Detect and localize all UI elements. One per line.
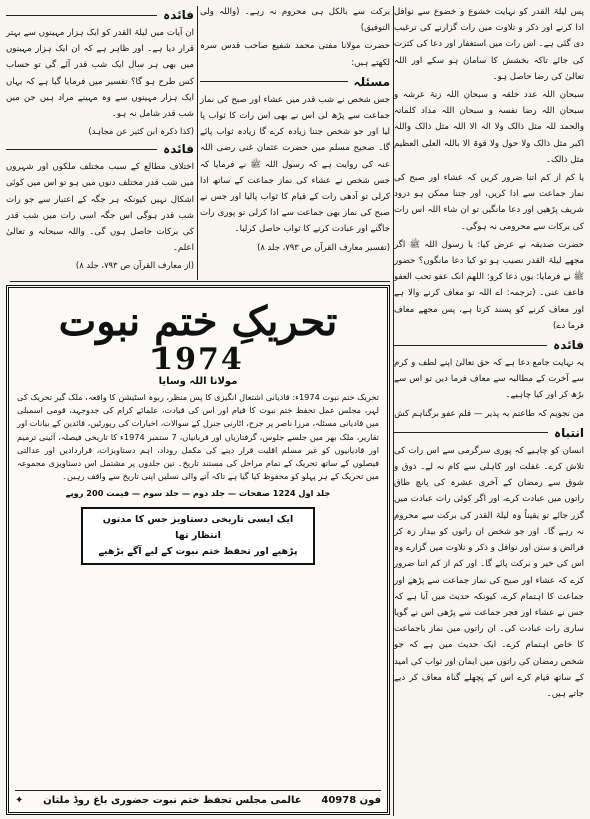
- heading-text: فائدہ: [163, 142, 194, 157]
- ad-organization: عالمی مجلس تحفظ ختم نبوت حضوری باغ روڈ ملتان: [43, 795, 302, 806]
- section-heading-faida: [6, 7, 194, 23]
- divider: [200, 81, 348, 82]
- reference: (تفسیر معارف القرآن ص ۷۹۳، جلد ۸): [257, 241, 390, 252]
- middle-column: [200, 4, 390, 280]
- divider: [6, 149, 157, 150]
- ad-title: تحریکِ ختمِ نبوت: [58, 298, 338, 345]
- paragraph: ان آیات میں لیلۃ القدر کو ایک ہزار مہینوں سے بہتر قرار دیا ہے۔ اور ظاہر ہے کہ ان ایک ہزار مہینوں میں بھی ہر سال ایک شب قدر آئے گی تو حساب کس طرح ہو گا؟ تفسیر میں فرمایا گیا ہے کہ یہاں ایک ہزار مہینوں سے وہ مہینے مراد ہیں جن میں شب قدر شامل نہ ہو۔: [6, 28, 194, 120]
- section-heading-intebah: [394, 425, 584, 441]
- heading-text: فائدہ: [163, 8, 194, 22]
- dua-paragraph: حضرت صدیقہ نے عرض کیا: یا رسول اللہ ﷺ اگر مجھے لیلۃ القدر نصیب ہو تو کیا دعا مانگوں؟ حضور ﷺ نے فرمایا: یوں دعا کرو: اللھم انک عفو تحب العفو فاعف عنی۔ (ترجمہ: اے اللہ تو معاف کرنے والا ہے اور معاف کرنے کو پسند کرتا ہے، پس مجھے معاف فرما دے): [394, 239, 584, 331]
- ad-phone: فون 40978: [321, 795, 381, 806]
- ad-description: تحریک ختم نبوت 1974ء: قادیانی اشتعال انگیزی کا پس منظر، ربوہ اسٹیشن کا واقعہ، ملک گیر تحریک کی لہر، مجلس عمل تحفظ ختم نبوت کا قیام اور اس کی قیادت، علمائے کرام کی جدوجہد، قومی اسمبلی میں قادیانی مسئلہ، مرزا ناصر پر جرح، اٹارنی جنرل کے سوالات، اخبارات کی رپورٹیں، قائدین کے بیانات اور تقاریر، ملک بھر میں جلسے جلوس، گرفتاریاں اور قربانیاں، 7 ستمبر 1974ء کا تاریخی فیصلہ، آئینی ترمیم اور قادیانیوں کو غیر مسلم اقلیت قرار دینے کی مکمل روداد، اہم دستاویزات، قراردادیں اور عدالتی فیصلوں کے ساتھ تحریک کے تمام مراحل کی مستند تاریخ۔ تین جلدوں پر مشتمل اس دستاویزی مجموعہ میں تحریک کے ہر پہلو کو محفوظ کیا گیا ہے تاکہ آنے والی نسلیں اپنی تاریخ سے واقف رہیں۔: [17, 392, 379, 482]
- section-heading-faida: [394, 337, 584, 353]
- book-advertisement: [6, 285, 390, 815]
- paragraph: برکت سے بالکل ہی محروم نہ رہے۔ (واللہ ولی التوفیق): [200, 7, 390, 34]
- paragraph: جس شخص نے شب قدر میں عشاء اور صبح کی نماز جماعت سے پڑھ لی اس نے بھی اس رات کا ثواب پا لیا اور جو شخص جتنا زیادہ کرے گا زیادہ ثواب پائے گا۔ صحیح مسلم میں حضرت عثمان غنی رضی اللہ عنہ کی روایت ہے کہ رسول اللہ ﷺ نے فرمایا کہ جس شخص نے عشاء کی نماز جماعت کے ساتھ ادا کرلی تو آدھی رات کے قیام کا ثواب پالیا اور جس نے صبح کی نماز بھی جماعت سے ادا کرلی تو پوری رات جاگنے اور عبادت کرنے کا ثواب حاصل کرلیا۔: [200, 94, 390, 235]
- ad-volumes: جلد اول 1224 صفحات — جلد دوم — جلد سوم — قیمت 200 روپے: [65, 488, 331, 499]
- heading-text: انتباہ: [554, 425, 584, 440]
- tasbeeh-paragraph: سبحان اللہ عدد خلقہ و سبحان اللہ زنۃ عرشہ و سبحان اللہ رضا نفسہ و سبحان اللہ مداد کلماتہ والحمد للہ مثل ذالک ولا الہ الا اللہ مثل ذالک واللہ اکبر مثل ذالک ولا حول ولا قوۃ الا باللہ العلی العظیم مثل ذالک۔: [394, 90, 584, 165]
- paragraph: انسان کو چاہیے کہ پوری سرگرمی سے اس رات کی تلاش کرے۔ غفلت اور کاہلی سے کام نہ لے۔ ذوق و شوق سے رمضان کے آخری عشرہ کی پانچ طاق راتوں میں عبادت کرے، اور اگر کوئی رات عبادت میں گزر جائے تو یقیناً وہ لیلۃ القدر کی برکت سے محروم نہ رہے گا۔ اور جو شخص ان راتوں کو بیدار رہ کر فرائض و سنن اور نوافل و ذکر و تلاوت میں گزارے وہ اس کی خیر و برکت پائے گا۔ اور کم از کم اتنا ضرور کرے کہ عشاء اور صبح کی نماز جماعت سے پڑھے اور جماعت کا اہتمام کرے، کیونکہ حدیث میں آیا ہے کہ جس نے عشاء اور فجر جماعت سے پڑھی اس نے گویا ساری رات عبادت کی۔ ان راتوں میں نماز باجماعت کا خاص اہتمام کرے۔ ایک حدیث میں ہے کہ جو شخص رمضان کی راتوں میں ایمان اور ثواب کی امید کے ساتھ قیام کرے اس کے پچھلے گناہ معاف کر دیے جاتے ہیں۔: [394, 445, 584, 699]
- divider: [394, 345, 547, 346]
- column-divider: [197, 6, 198, 280]
- heading-text: فائدہ: [553, 338, 584, 353]
- reference: (از معارف القرآن ص ۷۹۳، جلد ۸): [75, 260, 194, 271]
- paragraph: پس لیلۃ القدر کو نہایت خشوع و خضوع سے نوافل ادا کرنے اور ذکر و تلاوت میں رات گزارنے کی ترغیب دی گئی ہے۔ اس رات میں استغفار اور دعا کی کثرت کی جائے تاکہ بخشش کا سامان ہو سکے اور اللہ تعالیٰ کی رضا حاصل ہو۔: [394, 7, 584, 82]
- quote-intro: حضرت مولانا مفتی محمد شفیع صاحب قدس سرہ لکھتے ہیں:: [200, 41, 390, 68]
- persian-verse: من نجویم کہ طاعتم بہ پذیر — قلم عفو برگناہم کش: [394, 408, 584, 419]
- ad-author: مولانا اللہ وسایا: [158, 376, 238, 387]
- ad-highlight-line: ایک ایسی تاریخی دستاویز جس کا مدتوں انتظار تھا: [102, 513, 294, 541]
- ad-year: 1974: [152, 342, 244, 377]
- divider: [394, 432, 548, 433]
- ad-footer: [15, 790, 381, 806]
- ad-highlight-line: پڑھیے اور تحفظ ختم نبوت کے لیے آگے بڑھیے: [98, 545, 298, 557]
- left-column: [6, 4, 194, 280]
- reference: (کذا ذکرہ ابن کثیر عن مجاہد): [88, 126, 194, 137]
- heading-text: مسئلہ: [353, 74, 390, 89]
- right-column: [394, 4, 584, 815]
- paragraph: یا کم از کم اتنا ضرور کریں کہ عشاء اور صبح کی نماز جماعت سے ادا کریں، اور جتنا ممکن ہو درود شریف پڑھیں اور دعا مانگیں تو ان شاء اللہ اس رات کی برکات سے محرومی نہ ہوگی۔: [394, 173, 584, 232]
- star-icon: ✦: [15, 795, 24, 806]
- section-heading-faida: [6, 141, 194, 157]
- column-divider: [393, 6, 394, 816]
- horizontal-divider: [10, 281, 390, 282]
- divider: [6, 15, 157, 16]
- section-heading-masala: [200, 74, 390, 90]
- ad-highlight-box: [81, 507, 314, 565]
- paragraph: اختلاف مطالع کے سبب مختلف ملکوں اور شہروں میں شب قدر مختلف دنوں میں ہو تو اس میں کوئی اشکال نہیں کیونکہ ہر جگہ کے اعتبار سے جو رات شب قدر ہوگی اس جگہ اسی رات میں شب قدر کی برکات حاصل ہوں گی۔ واللہ سبحانہ و تعالیٰ اعلم۔: [6, 162, 194, 254]
- paragraph: یہ نہایت جامع دعا ہے کہ حق تعالیٰ اپنے لطف و کرم سے آخرت کے مطالبہ سے معاف فرما دیں تو اس سے بڑھ کر اور کیا چاہیے۔: [394, 358, 584, 401]
